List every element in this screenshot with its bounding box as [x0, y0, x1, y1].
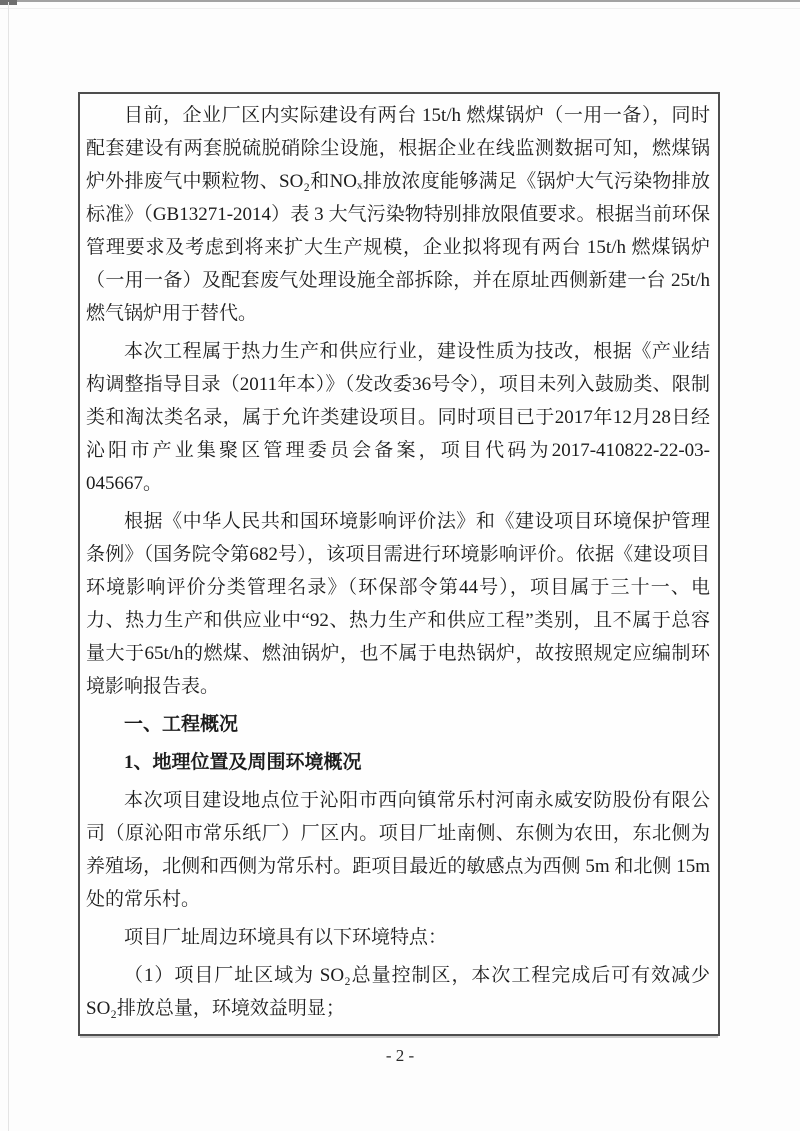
scan-artifact-left-line — [8, 2, 9, 1131]
list-item-feature-2 — [86, 1030, 710, 1036]
paragraph-site-features-intro: 项目厂址周边环境具有以下环境特点： — [124, 927, 448, 948]
paragraph-site-location: 本次项目建设地点位于沁阳市西向镇常乐村河南永威安防股份有限公司（原沁阳市常乐纸厂）厂区内。项目厂址南侧、东侧为农田，东北侧为养殖场，北侧和西侧为常乐村。距项目最近的敏感点为西侧 5m 和北侧 15m 处的常乐村。 — [86, 790, 710, 910]
paragraph-current-boilers: 目前，企业厂区内实际建设有两台 15t/h 燃煤锅炉（一用一备），同时配套建设有两套脱硫脱硝除尘设施，根据企业在线监测数据可知，燃煤锅炉外排废气中颗粒物、SO₂和NOₓ排放浓度能够满足《锅炉大气污染物排放标准》（GB13271-2014）表 3 大气污染物特别排放限值要求。根据当前环保管理要求及考虑到将来扩大生产规模，企业拟将现有两台 15t/h 燃煤锅炉（一用一备）及配套废气处理设施全部拆除，并在原址西侧新建一台 25t/h 燃气锅炉用于替代。 — [86, 105, 710, 324]
paragraph-eia-basis: 根据《中华人民共和国环境影响评价法》和《建设项目环境保护管理条例》（国务院令第682号），该项目需进行环境影响评价。依据《建设项目环境影响评价分类管理名录》（环保部令第44号），项目属于三十一、电力、热力生产和供应业中“92、热力生产和供应工程”类别，且不属于总容量大于65t/h的燃煤、燃油锅炉，也不属于电热锅炉，故按照规定应编制环境影响报告表。 — [86, 511, 710, 697]
section-heading-project-overview: 一、工程概况 — [124, 714, 239, 735]
content-cell — [78, 92, 720, 1036]
paragraph-industry-category: 本次工程属于热力生产和供应行业，建设性质为技改，根据《产业结构调整指导目录（2011年本）》（发改委36号令），项目未列入鼓励类、限制类和淘汰类名录，属于允许类建设项目。同时项目已于2017年12月28日经沁阳市产业集聚区管理委员会备案，项目代码为2017-410822-22-03-045667。 — [86, 341, 710, 494]
subsection-heading-location: 1、地理位置及周围环境概况 — [124, 752, 362, 773]
scan-artifact-faint-hline — [0, 8, 800, 9]
list-item-feature-1: （1）项目厂址区域为 SO₂总量控制区，本次工程完成后可有效减少 SO₂排放总量，环境效益明显； — [86, 965, 710, 1019]
scan-artifact-top-line — [0, 0, 800, 2]
page-number: - 2 - — [385, 1046, 415, 1065]
